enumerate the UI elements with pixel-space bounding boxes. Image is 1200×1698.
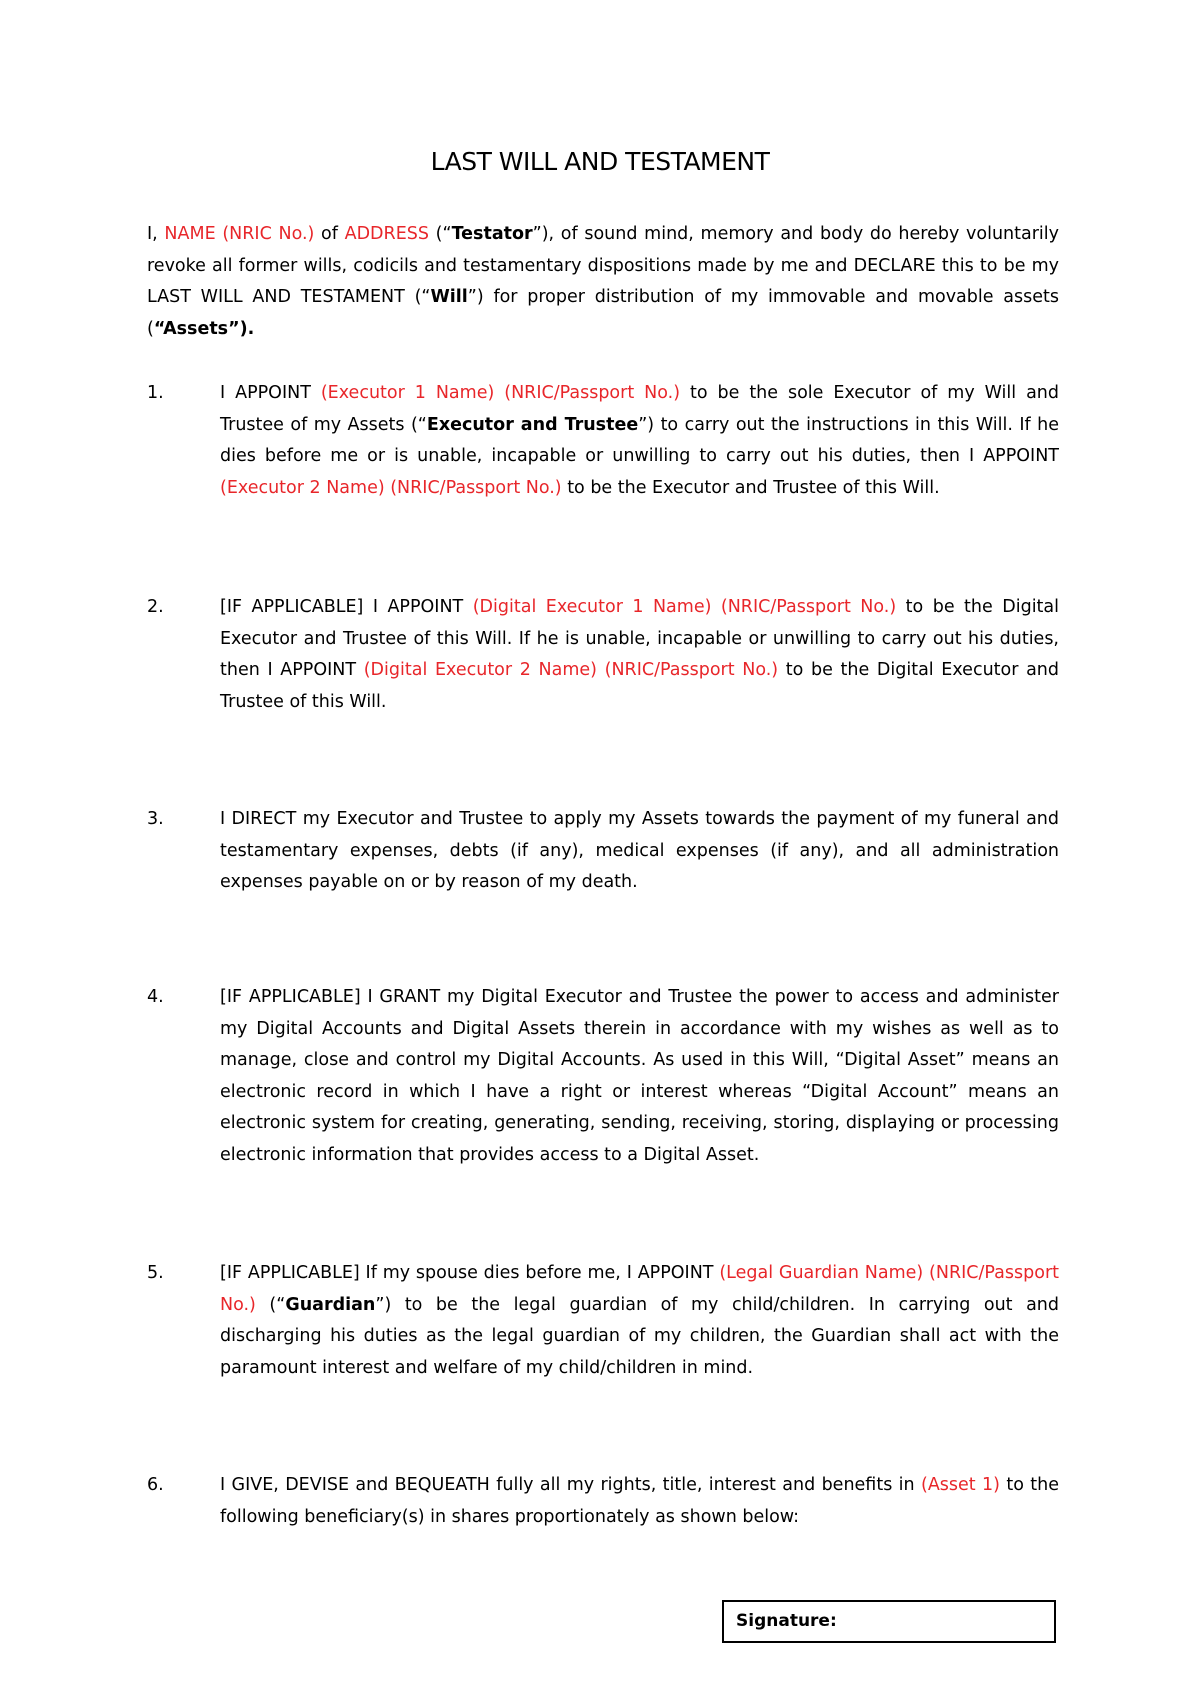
testator-address-placeholder: ADDRESS (344, 224, 429, 244)
clause-5-text (220, 1258, 1059, 1384)
intro-text-3: (“ (428, 224, 452, 244)
guardian-placeholder: (Legal Guardian Name) (NRIC/Passport No.) (220, 1263, 1060, 1315)
clause-4 (147, 982, 1059, 1171)
clause-6-text-a: I GIVE, DEVISE and BEQUEATH fully all my rights, title, interest and benefits in (220, 1475, 921, 1495)
clause-3-number: 3. (147, 809, 164, 829)
asset-1-placeholder: (Asset 1) (921, 1475, 1000, 1495)
clause-1 (147, 378, 1059, 504)
clause-1-text (220, 378, 1059, 504)
intro-text-4: ”), of sound mind, memory and body do hereby voluntarily revoke all former wills, codicils and testamentary dispositions made by me and DECLARE this to be my LAST WILL AND TESTAMENT (“ (147, 224, 1059, 307)
intro-text-5: ”) for proper distribution of my immovable and movable assets ( (147, 287, 1059, 339)
clause-4-text: [IF APPLICABLE] I GRANT my Digital Executor and Trustee the power to access and administer my Digital Accounts and Digital Assets therein in accordance with my wishes as well as to manage, close and control my Digital Accounts. As used in this Will, “Digital Asset” means an electronic record in which I have a right or interest whereas “Digital Account” means an electronic system for creating, generating, sending, receiving, storing, displaying or processing electronic information that provides access to a Digital Asset. (220, 987, 1059, 1165)
clause-1-text-a: I APPOINT (220, 383, 321, 403)
clause-2-text-a: [IF APPLICABLE] I APPOINT (220, 597, 473, 617)
testator-term: Testator (451, 224, 533, 244)
clause-2 (147, 592, 1059, 718)
clause-2-text-b: to be the Digital Executor and Trustee of this Will. If he is unable, incapable or unwilling to carry out his duties, then I APPOINT (220, 597, 1060, 680)
assets-term: “Assets”). (153, 318, 255, 339)
intro-text-1: I, (147, 224, 165, 244)
executor-2-placeholder: (Executor 2 Name) (NRIC/Passport No.) (220, 477, 562, 498)
digital-executor-2-placeholder: (Digital Executor 2 Name) (NRIC/Passport No.) (363, 660, 779, 680)
clause-6-number: 6. (147, 1475, 164, 1495)
clause-2-text-c: to be the Digital Executor and Trustee of this Will. (220, 660, 1059, 712)
clause-4-number: 4. (147, 987, 164, 1007)
clause-1-text-d: to be the Executor and Trustee of this Will. (561, 477, 940, 498)
executor-1-placeholder: (Executor 1 Name) (NRIC/Passport No.) (320, 383, 681, 403)
intro-text-2: of (314, 224, 345, 244)
clause-5-text-c: ”) to be the legal guardian of my child/children. In carrying out and discharging his duties as the legal guardian of my children, the Guardian shall act with the paramount interest and welfare of my child/children in mind. (220, 1294, 1059, 1378)
clause-2-number: 2. (147, 597, 164, 617)
clause-5 (147, 1258, 1059, 1384)
digital-executor-1-placeholder: (Digital Executor 1 Name) (NRIC/Passport No.) (472, 597, 897, 617)
clause-1-text-b: to be the sole Executor of my Will and Trustee of my Assets (“ (220, 383, 1059, 435)
clause-2-text (220, 592, 1059, 718)
clause-5-text-b: (“ (255, 1294, 286, 1315)
signature-label: Signature: (736, 1611, 837, 1631)
clause-1-number: 1. (147, 383, 164, 403)
clause-6-text (220, 1470, 1059, 1533)
guardian-term: Guardian (285, 1294, 376, 1315)
testator-name-placeholder: NAME (NRIC No.) (164, 224, 315, 244)
clause-6-text-b: to the following beneficiary(s) in shares proportionately as shown below: (220, 1475, 1060, 1527)
clause-3 (147, 804, 1059, 899)
clause-1-text-c: ”) to carry out the instructions in this Will. If he dies before me or is unable, incapable or unwilling to carry out his duties, then I APPOINT (220, 414, 1059, 466)
intro-paragraph (147, 219, 1059, 345)
signature-box[interactable] (722, 1600, 1056, 1643)
will-term: Will (430, 287, 468, 307)
document-title: LAST WILL AND TESTAMENT (430, 147, 770, 176)
clause-3-text: I DIRECT my Executor and Trustee to apply my Assets towards the payment of my funeral and testamentary expenses, debts (if any), medical expenses (if any), and all administration expenses payable on or by reason of my death. (220, 809, 1059, 892)
clause-6 (147, 1470, 1059, 1533)
executor-trustee-term: Executor and Trustee (426, 414, 639, 435)
clause-5-number: 5. (147, 1263, 164, 1283)
clause-5-text-a: [IF APPLICABLE] If my spouse dies before me, I APPOINT (220, 1263, 720, 1283)
